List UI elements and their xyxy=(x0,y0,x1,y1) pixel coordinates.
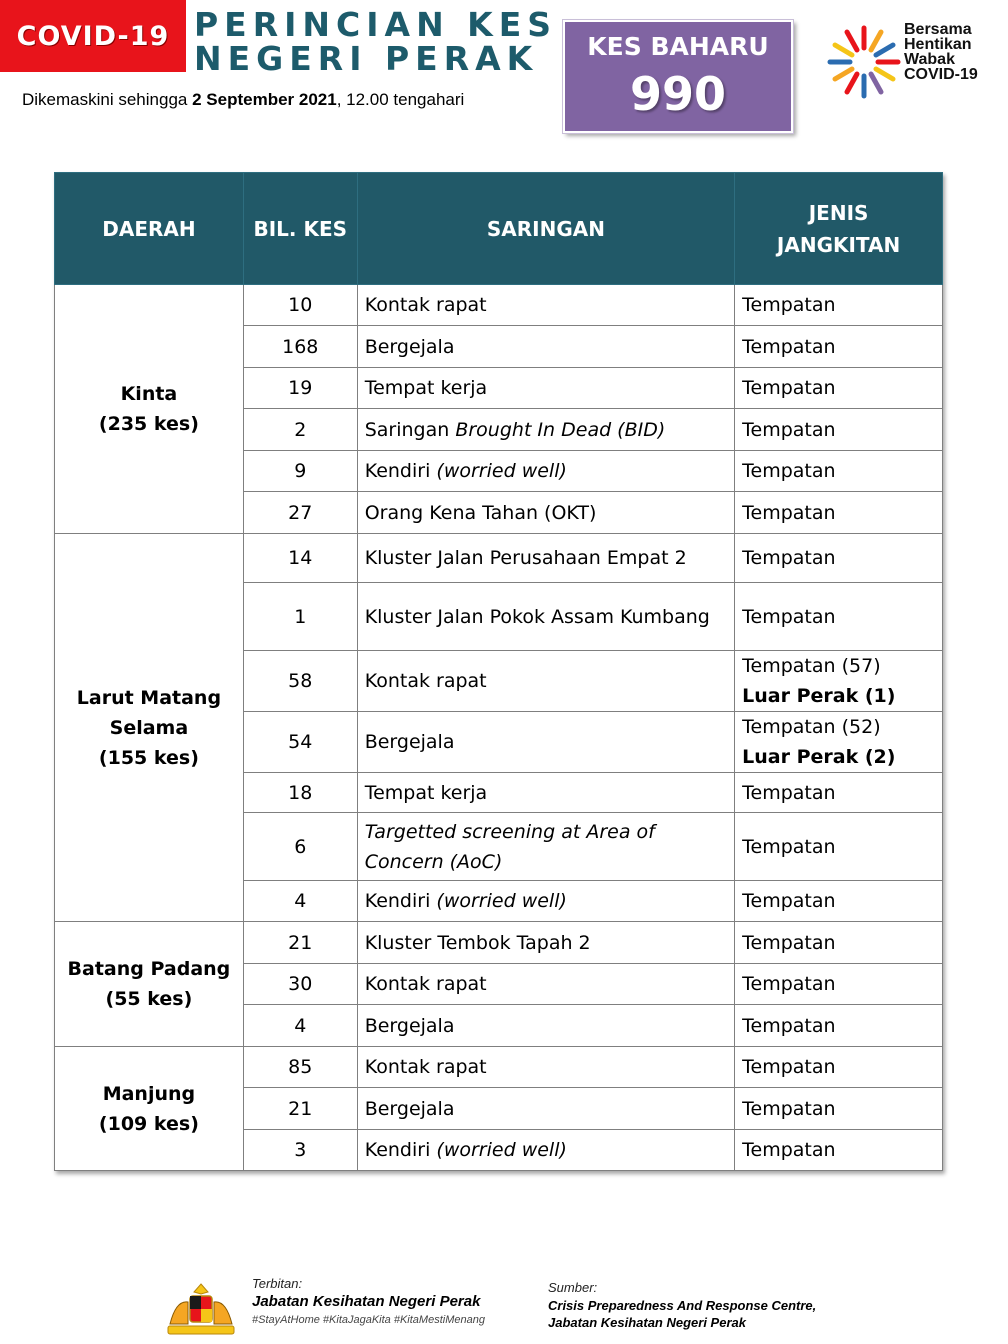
campaign-line-3: Wabak xyxy=(904,51,955,68)
publisher-label: Terbitan: xyxy=(252,1276,303,1291)
header-district: DAERAH xyxy=(55,173,244,285)
infection-type-cell: Tempatan xyxy=(735,922,943,964)
district-name-line-1: Larut Matang xyxy=(76,686,222,709)
infection-type-local: Tempatan (52) xyxy=(742,716,881,738)
campaign-line-4: COVID-19 xyxy=(904,66,978,83)
updated-prefix: Dikemaskini sehingga xyxy=(22,90,188,109)
coat-of-arms-icon xyxy=(162,1280,240,1338)
district-cell-manjung xyxy=(55,1047,244,1171)
district-total: (55 kes) xyxy=(105,988,193,1010)
case-count: 1 xyxy=(243,583,357,651)
screening-cell: Kontak rapat xyxy=(357,964,734,1005)
screening-cell: Kontak rapat xyxy=(357,285,734,326)
infection-type-cell: Tempatan xyxy=(735,1088,943,1130)
sunburst-icon xyxy=(826,20,902,104)
screening-prefix: Kendiri xyxy=(364,1139,431,1161)
case-count: 10 xyxy=(243,285,357,326)
case-count: 14 xyxy=(243,534,357,583)
infection-type-cell: Tempatan xyxy=(735,368,943,409)
hashtags: #StayAtHome #KitaJagaKita #KitaMestiMenang xyxy=(252,1314,485,1326)
updated-time: , 12.00 tengahari xyxy=(336,90,465,109)
screening-cell: Kluster Jalan Pokok Assam Kumbang xyxy=(357,583,734,651)
screening-cell xyxy=(357,813,734,881)
title-line-2: NEGERI PERAK xyxy=(194,39,539,78)
case-count: 19 xyxy=(243,368,357,409)
infection-type-cell: Tempatan xyxy=(735,1047,943,1088)
source-label: Sumber: xyxy=(548,1280,598,1295)
screening-prefix: Kendiri xyxy=(364,460,431,482)
case-count: 4 xyxy=(243,881,357,922)
screening-cell: Bergejala xyxy=(357,712,734,773)
table-row xyxy=(55,285,943,326)
screening-cell: Bergejala xyxy=(357,1088,734,1130)
case-count: 2 xyxy=(243,409,357,451)
footer-publisher xyxy=(252,1276,485,1326)
covid19-badge: COVID-19 xyxy=(0,0,186,72)
infection-type-cell xyxy=(735,712,943,773)
screening-cell: Orang Kena Tahan (OKT) xyxy=(357,492,734,534)
header-screening: SARINGAN xyxy=(357,173,734,285)
infection-type-cell: Tempatan xyxy=(735,492,943,534)
screening-italic: (worried well) xyxy=(436,890,567,912)
screening-cell: Kluster Jalan Perusahaan Empat 2 xyxy=(357,534,734,583)
case-count: 21 xyxy=(243,1088,357,1130)
infection-type-cell: Tempatan xyxy=(735,813,943,881)
district-name: Manjung xyxy=(102,1082,196,1105)
district-total: (109 kes) xyxy=(98,1112,199,1135)
case-count: 3 xyxy=(243,1130,357,1171)
infection-type-cell: Tempatan xyxy=(735,881,943,922)
header-infection-type xyxy=(735,173,943,285)
new-cases-box xyxy=(563,20,793,133)
publisher-name: Jabatan Kesihatan Negeri Perak xyxy=(252,1293,481,1310)
case-count: 168 xyxy=(243,326,357,368)
district-cell-larut-matang-selama xyxy=(55,534,244,922)
infection-type-cell: Tempatan xyxy=(735,451,943,492)
updated-timestamp xyxy=(22,90,464,110)
infection-type-cell: Tempatan xyxy=(735,773,943,813)
infection-type-outside: Luar Perak (1) xyxy=(742,685,896,707)
case-count: 6 xyxy=(243,813,357,881)
screening-cell: Bergejala xyxy=(357,1005,734,1047)
infection-type-cell: Tempatan xyxy=(735,409,943,451)
screening-line-2: Concern (AoC) xyxy=(364,850,503,873)
case-count: 21 xyxy=(243,922,357,964)
infection-type-cell: Tempatan xyxy=(735,1005,943,1047)
screening-cell xyxy=(357,1130,734,1171)
screening-prefix: Saringan xyxy=(364,418,450,441)
page-title xyxy=(194,5,558,78)
district-total: (155 kes) xyxy=(98,746,199,769)
district-cell-kinta xyxy=(55,285,244,534)
new-cases-label: KES BAHARU xyxy=(587,32,769,61)
updated-date: 2 September 2021 xyxy=(192,90,337,109)
case-count: 18 xyxy=(243,773,357,813)
infection-type-local: Tempatan (57) xyxy=(742,655,881,677)
district-total: (235 kes) xyxy=(98,413,199,435)
table-row xyxy=(55,1047,943,1088)
infection-type-cell: Tempatan xyxy=(735,1130,943,1171)
screening-italic: (worried well) xyxy=(436,1139,567,1161)
infection-type-cell: Tempatan xyxy=(735,285,943,326)
screening-cell xyxy=(357,409,734,451)
campaign-line-2: Hentikan xyxy=(904,36,972,53)
infection-type-cell xyxy=(735,651,943,712)
infection-type-cell: Tempatan xyxy=(735,326,943,368)
header-type-line-2: JANGKITAN xyxy=(776,232,901,257)
case-count: 85 xyxy=(243,1047,357,1088)
screening-cell: Kontak rapat xyxy=(357,1047,734,1088)
case-count: 54 xyxy=(243,712,357,773)
new-cases-value: 990 xyxy=(629,67,727,121)
header-count: BIL. KES xyxy=(243,173,357,285)
screening-italic: Brought In Dead (BID) xyxy=(455,418,666,441)
district-name: Batang Padang xyxy=(67,958,231,980)
district-cell-batang-padang xyxy=(55,922,244,1047)
screening-cell: Tempat kerja xyxy=(357,368,734,409)
title-line-1: PERINCIAN KES xyxy=(194,5,558,44)
table-row xyxy=(55,922,943,964)
footer-source xyxy=(548,1280,816,1331)
infection-type-outside: Luar Perak (2) xyxy=(742,746,896,768)
case-count: 4 xyxy=(243,1005,357,1047)
campaign-logo xyxy=(826,16,1002,106)
infection-type-cell: Tempatan xyxy=(735,583,943,651)
screening-cell xyxy=(357,451,734,492)
case-count: 30 xyxy=(243,964,357,1005)
district-name: Kinta xyxy=(120,383,178,405)
district-name-line-2: Selama xyxy=(109,716,189,739)
source-name xyxy=(548,1297,816,1331)
campaign-line-1: Bersama xyxy=(904,21,972,38)
screening-cell: Kluster Tembok Tapah 2 xyxy=(357,922,734,964)
source-line-2: Jabatan Kesihatan Negeri Perak xyxy=(548,1315,746,1330)
screening-line-1: Targetted screening at Area of xyxy=(364,820,655,843)
screening-prefix: Kendiri xyxy=(364,890,431,912)
table-header-row xyxy=(55,173,943,285)
cases-table xyxy=(54,172,943,1171)
case-count: 9 xyxy=(243,451,357,492)
header-type-line-1: JENIS xyxy=(808,200,869,225)
screening-cell: Kontak rapat xyxy=(357,651,734,712)
source-line-1: Crisis Preparedness And Response Centre, xyxy=(548,1298,817,1313)
case-count: 58 xyxy=(243,651,357,712)
infection-type-cell: Tempatan xyxy=(735,534,943,583)
screening-italic: (worried well) xyxy=(436,460,567,482)
campaign-text xyxy=(904,22,978,82)
screening-cell: Tempat kerja xyxy=(357,773,734,813)
table-row xyxy=(55,534,943,583)
case-count: 27 xyxy=(243,492,357,534)
infection-type-cell: Tempatan xyxy=(735,964,943,1005)
screening-cell: Bergejala xyxy=(357,326,734,368)
screening-cell xyxy=(357,881,734,922)
